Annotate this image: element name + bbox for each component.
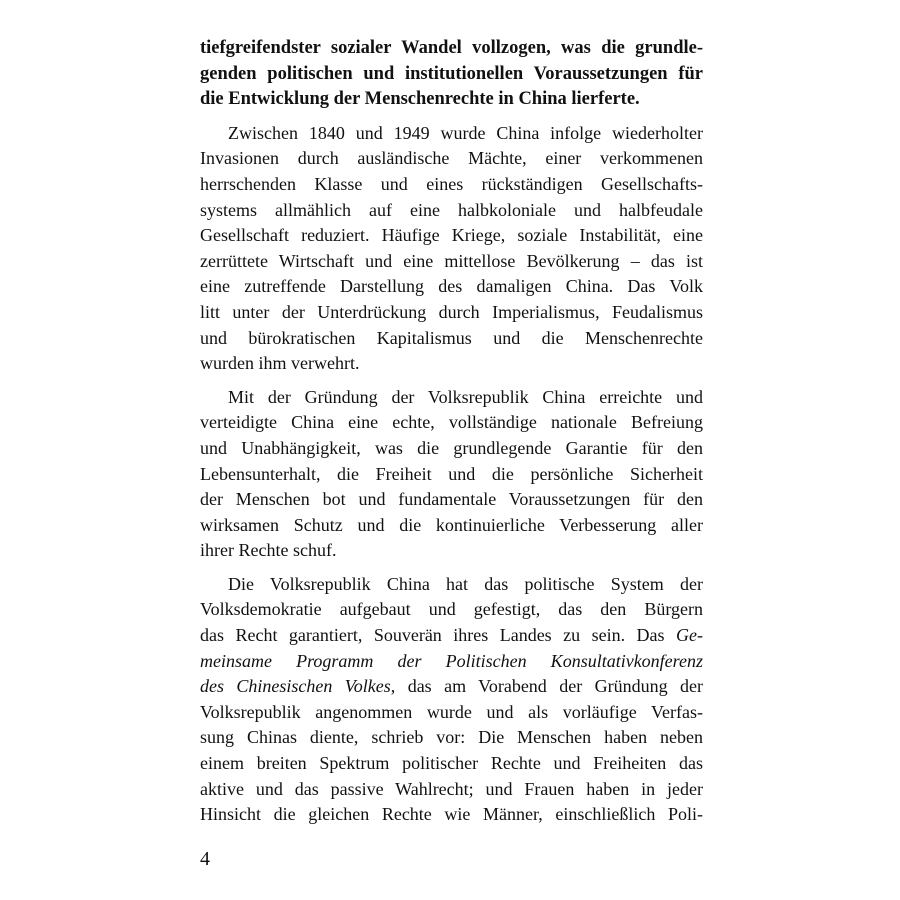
- page-number: 4: [200, 848, 210, 870]
- italic-title-segment: meinsame Programm der Politischen Konsultativkonferenz: [200, 650, 703, 671]
- lead-paragraph: [200, 36, 703, 113]
- text-line: tiefgreifendster sozialer Wandel vollzogen, was die grundle-: [200, 38, 703, 58]
- text-line: aktive und das passive Wahlrecht; und Frauen haben in jeder: [200, 778, 703, 799]
- text-line: Gesellschaft reduziert. Häufige Kriege, soziale Instabilität, eine: [200, 225, 703, 246]
- text-line: [200, 623, 703, 649]
- italic-title-segment: des Chinesischen Volkes: [200, 676, 391, 697]
- text-line: einem breiten Spektrum politischer Rechte und Freiheiten das: [200, 753, 703, 774]
- text-line: der Menschen bot und fundamentale Voraussetzungen für den: [200, 489, 703, 510]
- text-line: und bürokratischen Kapitalismus und die Menschenrechte: [200, 327, 703, 348]
- text-line: Mit der Gründung der Volksrepublik China erreichte und: [228, 386, 703, 407]
- paragraph-history: [200, 121, 703, 377]
- text-line: systems allmählich auf eine halbkoloniale und halbfeudale: [200, 199, 703, 220]
- text-line: sung Chinas diente, schrieb vor: Die Menschen haben neben: [200, 727, 703, 748]
- page-body: [200, 36, 703, 828]
- text-line: die Entwicklung der Menschenrechte in China lierferte.: [200, 89, 640, 110]
- text-line: eine zutreffende Darstellung des damaligen China. Das Volk: [200, 276, 703, 297]
- text-line: zerrüttete Wirtschaft und eine mittellose Bevölkerung – das ist: [200, 250, 703, 271]
- text-line: Volksdemokratie aufgebaut und gefestigt, das den Bürgern: [200, 599, 703, 620]
- text-line: Die Volksrepublik China hat das politische System der: [228, 573, 703, 594]
- text-line: [200, 649, 703, 675]
- text-segment: das Recht garantiert, Souverän ihres Landes zu sein. Das: [200, 625, 677, 646]
- text-line: wirksamen Schutz und die kontinuierliche Verbesserung aller: [200, 514, 703, 535]
- text-segment: , das am Vorabend der Gründung der: [390, 676, 703, 697]
- text-line: Invasionen durch ausländische Mächte, einer verkommenen: [200, 148, 703, 169]
- text-line: herrschenden Klasse und eines rückständigen Gesellschafts-: [200, 173, 703, 194]
- paragraph-founding: [200, 385, 703, 564]
- paragraph-democracy: [200, 572, 703, 828]
- italic-title-segment: Ge-: [676, 625, 703, 646]
- text-line: wurden ihm verwehrt.: [200, 353, 360, 374]
- text-line: Volksrepublik angenommen wurde und als vorläufige Verfas-: [200, 701, 703, 722]
- text-line: [200, 674, 703, 700]
- text-line: Hinsicht die gleichen Rechte wie Männer, einschließlich Poli-: [200, 804, 703, 825]
- text-line: ihrer Rechte schuf.: [200, 540, 337, 561]
- text-line: Zwischen 1840 und 1949 wurde China infolge wiederholter: [228, 122, 703, 143]
- text-line: und Unabhängigkeit, was die grundlegende Garantie für den: [200, 437, 703, 458]
- text-line: litt unter der Unterdrückung durch Imperialismus, Feudalismus: [200, 301, 703, 322]
- text-line: genden politischen und institutionellen Voraussetzungen für: [200, 63, 703, 84]
- text-line: verteidigte China eine echte, vollständige nationale Befreiung: [200, 412, 703, 433]
- text-line: Lebensunterhalt, die Freiheit und die persönliche Sicherheit: [200, 463, 703, 484]
